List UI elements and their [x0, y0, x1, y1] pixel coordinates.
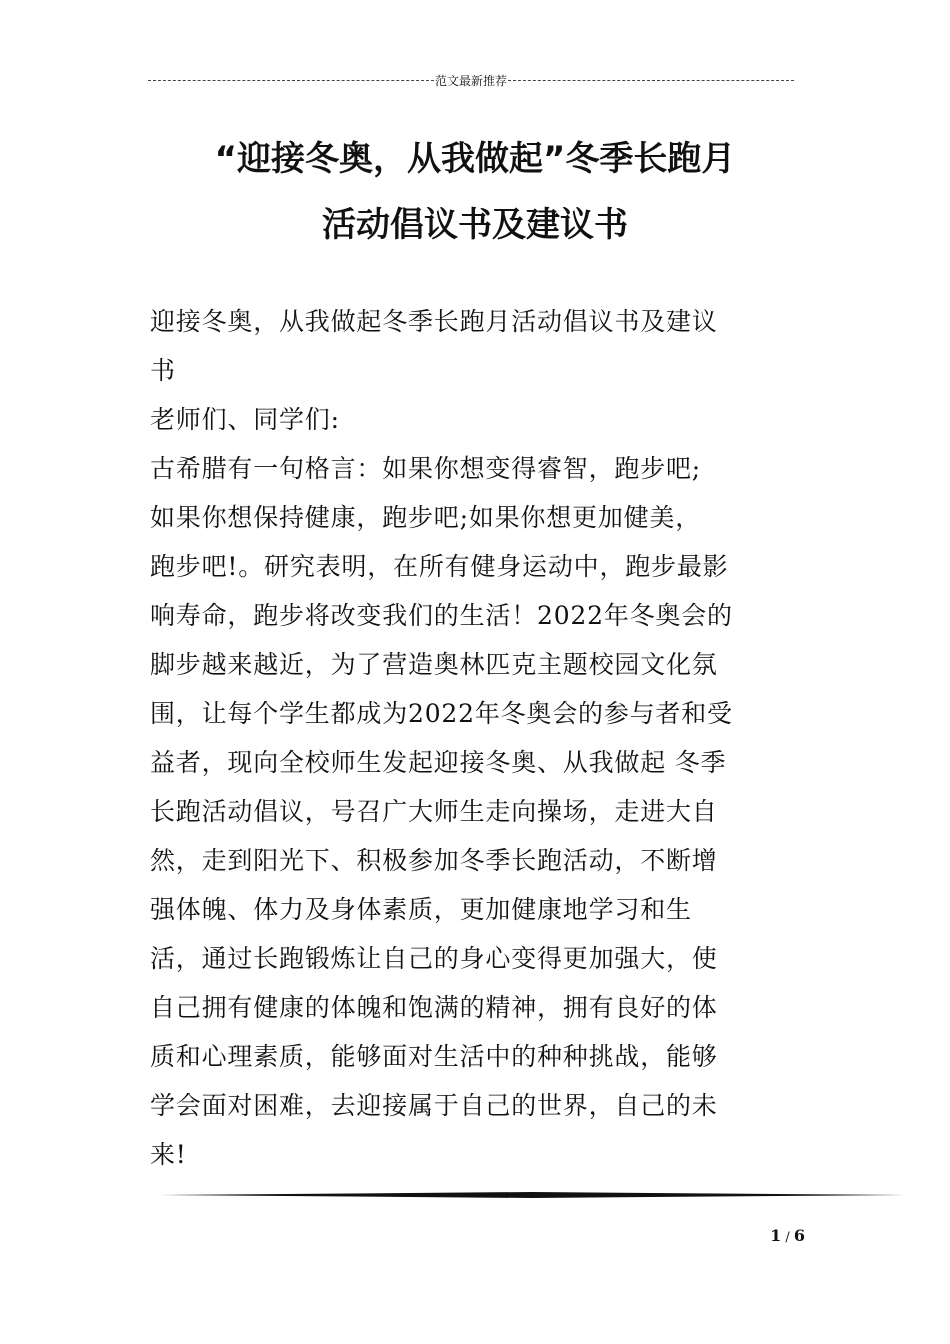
document-body — [150, 297, 790, 1179]
page-total: 6 — [793, 1226, 805, 1245]
body-line: 老师们、同学们: — [150, 405, 340, 434]
body-line: 古希腊有一句格言：如果你想变得睿智，跑步吧; — [150, 454, 702, 483]
header-dash-left — [148, 80, 434, 81]
body-line: 强体魄、体力及身体素质，更加健康地学习和生 — [150, 895, 692, 924]
page-current: 1 — [770, 1226, 782, 1245]
header-dash-right — [508, 80, 794, 81]
body-line: 自己拥有健康的体魄和饱满的精神，拥有良好的体 — [150, 993, 718, 1022]
document-title — [150, 126, 800, 258]
body-line: 响寿命，跑步将改变我们的生活！2022年冬奥会的 — [150, 601, 733, 630]
body-line: 然，走到阳光下、积极参加冬季长跑活动，不断增 — [150, 846, 718, 875]
body-line: 如果你想保持健康，跑步吧;如果你想更加健美， — [150, 503, 702, 532]
body-line: 学会面对困难，去迎接属于自己的世界，自己的未 — [150, 1091, 718, 1120]
body-line: 脚步越来越近，为了营造奥林匹克主题校园文化氛 — [150, 650, 718, 679]
page-separator: / — [781, 1230, 794, 1245]
body-line: 跑步吧!。研究表明，在所有健身运动中，跑步最影 — [150, 552, 729, 581]
title-line-1: “迎接冬奥，从我做起”冬季长跑月 — [214, 139, 736, 179]
body-line: 益者，现向全校师生发起迎接冬奥、从我做起 冬季 — [150, 748, 727, 777]
header-text: 范文最新推荐 — [435, 73, 508, 88]
page-number — [765, 1226, 805, 1245]
body-line: 质和心理素质，能够面对生活中的种种挑战，能够 — [150, 1042, 718, 1071]
body-line: 长跑活动倡议，号召广大师生走向操场，走进大自 — [150, 797, 718, 826]
body-line: 迎接冬奥，从我做起冬季长跑月活动倡议书及建议 — [150, 307, 718, 336]
title-line-2: 活动倡议书及建议书 — [322, 205, 628, 245]
footer-rule — [160, 1192, 905, 1198]
page-header — [148, 70, 794, 90]
body-line: 书 — [150, 356, 176, 385]
body-line: 围，让每个学生都成为2022年冬奥会的参与者和受 — [150, 699, 733, 728]
body-line: 来! — [150, 1140, 187, 1169]
body-line: 活，通过长跑锻炼让自己的身心变得更加强大，使 — [150, 944, 718, 973]
